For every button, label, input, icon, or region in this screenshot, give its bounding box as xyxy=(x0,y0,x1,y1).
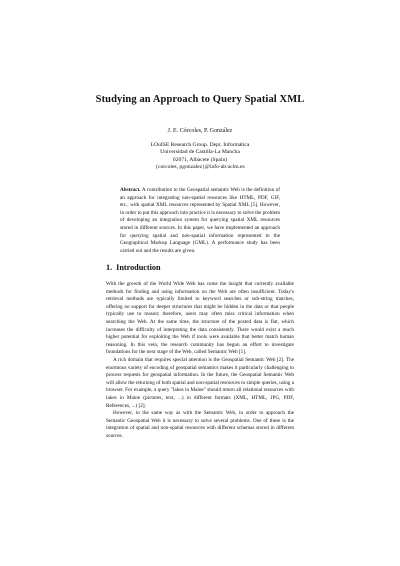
section-heading xyxy=(106,263,165,272)
paper-title: Studying an Approach to Query Spatial XML xyxy=(95,94,305,105)
affiliation-email: {corcoles, pgonzalez}@info-ab.uclm.es xyxy=(155,163,245,170)
affiliation-line: 02071, Albacete (Spain) xyxy=(172,156,228,163)
affiliation xyxy=(0,142,400,171)
abstract xyxy=(120,187,280,255)
abstract-text: A contribution to the Geospatial semantic Web is the definition of an approach for integrating non-spatial resources like HTML, PDF, GIF, etc., with spatial XML resources represented by Spatial XML [5]. However, in order to put this approach into practice it is necessary to solve the problem of developing an integration system for querying spatial XML resources stored in different sources. In this paper, we have implemented an approach for querying spatial and non-spatial information represented in the Geographical Markup Language (GML). A performance study has been carried out and the results are given. xyxy=(120,187,280,254)
body-paragraph: With the growth of the World Wide Web has come the insight that currently available methods for finding and using information on the Web are often insufficient. Today's retrieval methods are typically limited to keyword searches or sub-string matches, offering no support for deeper structures that might be hidden in the data or that people typically use to reason; therefore, users may often miss critical information when searching the Web. At the same time, the structure of the posted data is flat, which increases the difficulty of interpreting the data consistently. There would exist a much higher potential for exploiting the Web if tools were available that better match human reasoning. In this vein, the research community has begun an effort to investigate foundations for the next stage of the Web, called Semantic Web [1]. xyxy=(106,281,294,356)
body-paragraph: However, in the same way as with the Semantic Web, in order to approach the Semantic Geospatial Web it is necessary to solve several problems. One of these is the integration of spatial and non-spatial resources with different schemas stored in different sources. xyxy=(106,410,294,439)
abstract-label: Abstract. xyxy=(120,187,141,193)
section-body xyxy=(106,281,294,440)
authors: J. E. Córcoles, P. González xyxy=(167,128,233,134)
section-title: Introduction xyxy=(116,263,161,272)
affiliation-line: Universidad de Castilla-La Mancha xyxy=(160,149,240,156)
affiliation-line: LOuISE Research Group. Dept. Informática xyxy=(150,142,250,148)
section-number: 1. xyxy=(106,263,113,272)
body-paragraph: A rich domain that requires special attention is the Geospatial Semantic Web [2]. The enormous variety of encoding of geospatial semantics makes it particularly challenging to process requests for geospatial information. In the future, the Geospatial Semantic Web will allow the returning of both spatial and non-spatial resources to simple queries, using a browser. For example, a query "lakes in Maine" should return all relational resources with lakes in Maine (pictures, text, ...) in different formats (XML, HTML, JPG, PDF, References, ...) [2]. xyxy=(106,356,295,409)
